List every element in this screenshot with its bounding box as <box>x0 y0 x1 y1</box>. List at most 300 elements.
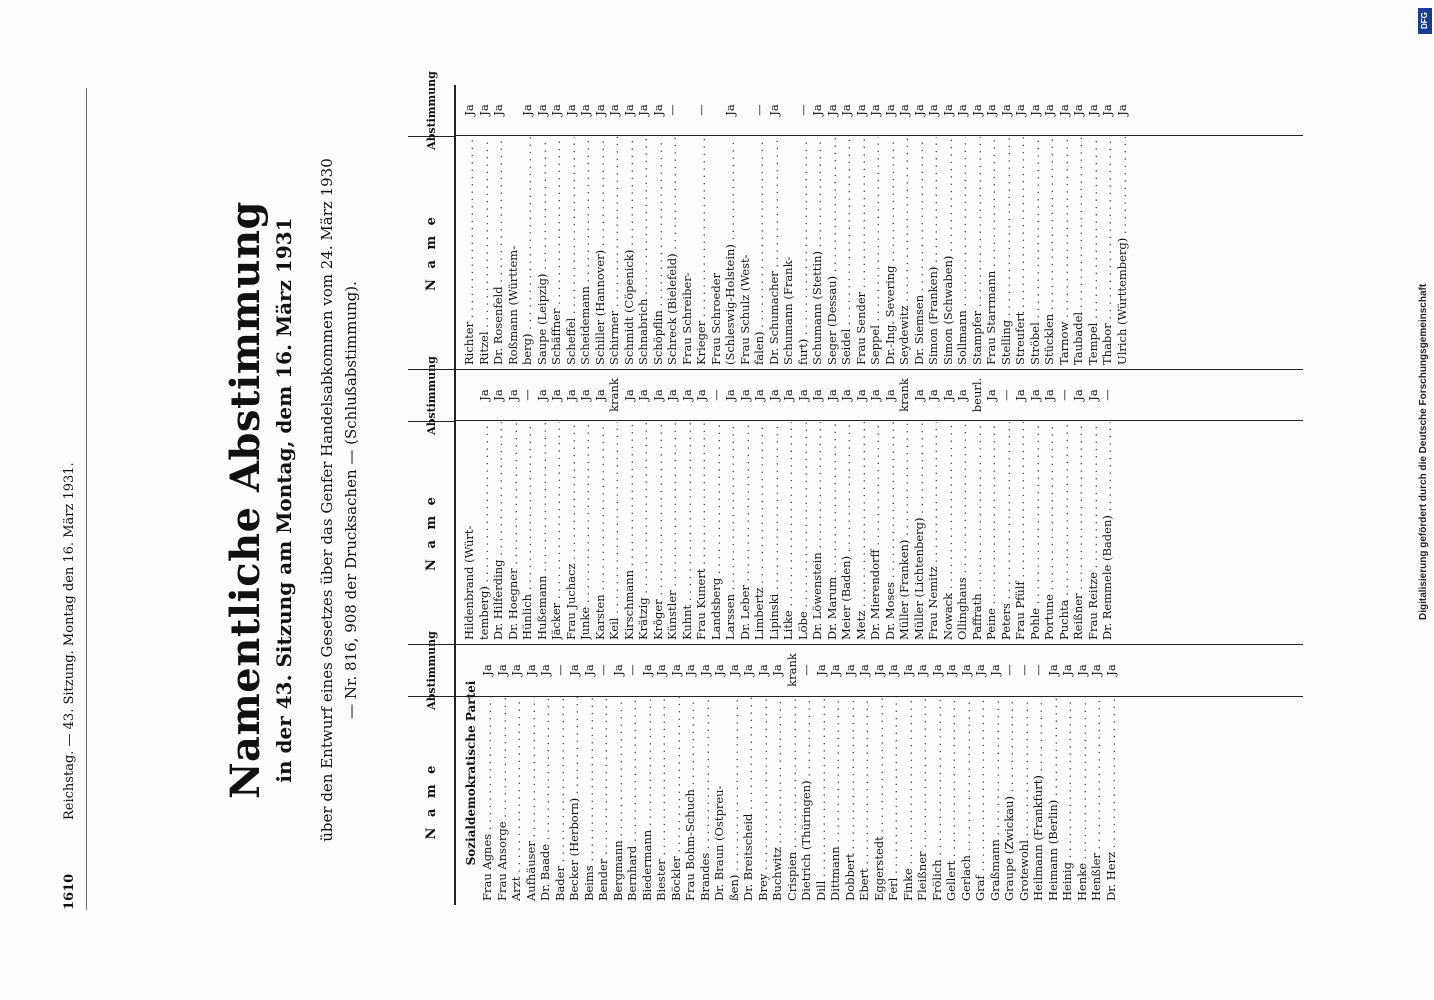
member-row <box>640 645 655 901</box>
member-vote: Ja <box>534 389 549 401</box>
member-vote: Ja <box>592 104 607 116</box>
member-row <box>625 645 640 901</box>
member-row <box>1057 85 1072 365</box>
member-row <box>636 85 651 365</box>
member-name: Roßmann (Württem- <box>505 245 520 365</box>
member-name: Schumann (Stettin) . . . <box>810 137 825 365</box>
member-row <box>709 85 724 365</box>
member-vote: Ja <box>509 664 523 676</box>
member-vote: Ja <box>1013 104 1027 116</box>
name-header: N a m e <box>423 762 439 840</box>
member-row <box>984 370 999 640</box>
member-name: Frau Kunert . . . <box>694 422 709 640</box>
member-row <box>926 370 941 640</box>
member-name: Frau Ansorge . . . <box>495 697 510 901</box>
member-name: Schäffner . . . <box>549 137 564 365</box>
member-name: Graßmann . . . <box>988 697 1003 901</box>
member-name: Tempel . . . <box>1086 137 1101 365</box>
vote-list <box>462 85 1129 365</box>
member-row <box>752 85 767 365</box>
member-name: Stampfer . . . <box>970 137 985 365</box>
member-name: Sollmann . . . <box>955 137 970 365</box>
member-row <box>495 645 510 901</box>
member-vote: Ja <box>679 389 694 401</box>
member-name: Jäcker . . . <box>549 422 564 640</box>
member-row <box>825 370 840 640</box>
page-title: Namentliche Abstimmung <box>222 201 269 799</box>
member-vote: Ja <box>911 104 926 116</box>
member-name: Schmidt (Cöpenick) . . . <box>622 137 637 365</box>
member-vote: Ja <box>654 664 668 676</box>
name-header: N a m e <box>423 494 439 571</box>
member-name: Seger (Dessau) . . . <box>825 137 840 365</box>
member-row <box>828 645 843 901</box>
member-row <box>741 645 756 901</box>
member-name: Puchta . . . <box>1057 422 1072 640</box>
member-name: Dr. Herz . . . <box>1104 697 1119 901</box>
member-name: Dr. Braun (Ostpreu- <box>712 785 726 901</box>
member-vote: Ja <box>476 104 491 116</box>
member-row <box>810 85 825 365</box>
member-row <box>593 370 608 640</box>
member-row <box>549 85 564 365</box>
member-row <box>1075 645 1090 901</box>
member-name: Ollinghaus . . . <box>955 422 970 640</box>
member-vote: Ja <box>494 664 509 676</box>
member-row <box>767 370 782 640</box>
member-row <box>1104 645 1119 901</box>
member-name: Aufhäuser . . . <box>524 697 539 901</box>
vote-column-3 <box>408 71 1303 370</box>
member-name: Crispien . . . <box>785 697 800 901</box>
member-vote: — <box>520 389 534 401</box>
member-vote: Ja <box>1085 104 1100 116</box>
member-vote: Ja <box>723 389 737 401</box>
member-name: Müller (Franken) . . . <box>897 422 912 640</box>
member-vote: Ja <box>853 104 868 116</box>
member-row <box>1017 645 1032 901</box>
party-heading: Sozialdemokratische Partei <box>464 680 478 866</box>
member-row <box>651 370 666 640</box>
member-name: Gerlach . . . <box>959 697 974 901</box>
member-vote: — <box>795 104 810 116</box>
member-name: Dill . . . <box>814 697 829 901</box>
member-row <box>480 645 495 901</box>
member-vote: Ja <box>520 104 534 116</box>
member-row <box>941 85 956 365</box>
member-vote: Ja <box>737 389 752 401</box>
member-row <box>462 85 477 365</box>
member-name: Dr. Breitscheid . . . <box>741 697 756 901</box>
member-name: Dr. Hoegner . . . <box>506 422 521 640</box>
member-vote: Ja <box>581 664 596 676</box>
member-vote: Ja <box>607 104 621 116</box>
member-name: Finke . . . <box>901 697 916 901</box>
member-row <box>973 645 988 901</box>
member-name: Künstler . . . <box>665 422 680 640</box>
name-header: N a m e <box>423 214 439 291</box>
member-row <box>930 645 945 901</box>
member-row <box>912 370 927 640</box>
member-row <box>814 645 829 901</box>
member-vote: Ja <box>915 664 929 676</box>
member-vote: Ja <box>697 664 712 676</box>
member-name: Heimann (Berlin) . . . <box>1046 697 1061 901</box>
member-row <box>738 370 753 640</box>
member-vote: Ja <box>723 104 737 116</box>
member-vote: Ja <box>900 664 915 676</box>
member-row <box>665 85 680 365</box>
member-vote: Ja <box>911 389 926 401</box>
member-vote: Ja <box>839 104 853 116</box>
member-row <box>886 645 901 901</box>
vote-column-2 <box>408 356 1303 645</box>
member-vote: Ja <box>563 389 578 401</box>
member-name: Peine . . . <box>984 422 999 640</box>
member-row <box>1042 370 1057 640</box>
member-row <box>1028 370 1043 640</box>
member-name: Tarnow . . . <box>1057 137 1072 365</box>
member-vote: — <box>1056 389 1071 401</box>
member-name: Pohle . . . <box>1028 422 1043 640</box>
member-name: Streufert . . . <box>1013 137 1028 365</box>
member-row <box>477 370 492 640</box>
member-row <box>1086 85 1101 365</box>
member-vote: Ja <box>694 389 708 401</box>
member-vote: Ja <box>897 104 911 116</box>
member-name: Stelling . . . <box>999 137 1014 365</box>
member-row <box>999 85 1014 365</box>
member-row <box>857 645 872 901</box>
member-vote: Ja <box>766 104 781 116</box>
member-name: Hildenbrand (Würt- <box>462 525 476 640</box>
member-vote: Ja <box>857 664 871 676</box>
member-name: Litke . . . <box>781 422 796 640</box>
member-vote: Ja <box>882 389 897 401</box>
member-vote: Ja <box>810 104 824 116</box>
member-name: Bader . . . <box>553 697 568 901</box>
member-name: Ritzel . . . <box>477 137 492 365</box>
member-vote: — <box>1002 664 1016 676</box>
member-row <box>999 370 1014 640</box>
member-vote: Ja <box>1042 104 1056 116</box>
member-vote: Ja <box>813 664 828 676</box>
member-vote: Ja <box>1074 664 1089 676</box>
member-row <box>868 370 883 640</box>
member-row <box>785 645 800 901</box>
member-name: Dr. Siemsen . . . <box>912 137 927 365</box>
member-name: Taubadel . . . <box>1071 137 1086 365</box>
member-name: temberg) . . . <box>477 422 492 640</box>
member-row <box>1100 85 1115 365</box>
member-vote: Ja <box>795 389 810 401</box>
member-name: Ebert . . . <box>857 697 872 901</box>
member-row <box>491 85 506 365</box>
member-row <box>959 645 974 901</box>
member-row <box>767 85 782 365</box>
member-row <box>698 645 713 901</box>
member-name: Schreck (Bielefeld) . . . <box>665 137 680 365</box>
member-vote: Ja <box>462 104 476 116</box>
member-vote: Ja <box>868 104 882 116</box>
member-row <box>770 645 785 901</box>
bill-description: über den Entwurf eines Gesetzes über das Genfer Handelsabkommen vom 24. März 1930 <box>318 158 336 842</box>
member-vote: Ja <box>1085 389 1100 401</box>
member-name: Heinig . . . <box>1060 697 1075 901</box>
member-name: Dr. Baade . . . <box>538 697 553 901</box>
member-name: Graupe (Zwickau) . . . <box>1002 697 1017 901</box>
member-vote: Ja <box>853 389 868 401</box>
member-name: Biedermann . . . <box>640 697 655 901</box>
member-vote: Ja <box>926 104 940 116</box>
member-row <box>796 85 811 365</box>
member-name: Dobbert . . . <box>843 697 858 901</box>
member-vote <box>462 370 477 422</box>
member-row <box>1071 370 1086 640</box>
member-vote: Ja <box>1114 104 1129 116</box>
member-name: Schirmer . . . <box>607 137 622 365</box>
member-name: Graf . . . <box>973 697 988 901</box>
member-name: Stücklen . . . <box>1042 137 1057 365</box>
member-vote: Ja <box>926 389 940 401</box>
member-row <box>810 370 825 640</box>
member-name: Henke . . . <box>1075 697 1090 901</box>
member-vote: Ja <box>1100 104 1114 116</box>
member-name: Frölich . . . <box>930 697 945 901</box>
member-vote: Ja <box>1027 104 1042 116</box>
member-row <box>462 370 477 640</box>
member-row <box>752 370 767 640</box>
member-name: Ulrich (Württemberg) . . . <box>1115 137 1130 365</box>
member-row <box>607 85 622 365</box>
member-vote: Ja <box>755 664 770 676</box>
member-name: Krätzig . . . <box>636 422 651 640</box>
member-row <box>1028 85 1043 365</box>
member-name: Frau Sender . . . <box>854 137 869 365</box>
member-row <box>1100 370 1115 640</box>
member-name: Frau Starrmann . . . <box>984 137 999 365</box>
member-vote: Ja <box>712 664 726 676</box>
member-row <box>854 370 869 640</box>
member-vote <box>506 85 521 137</box>
member-row <box>872 645 887 901</box>
member-vote: Ja <box>1042 389 1056 401</box>
member-name: Saupe (Leipzig) . . . <box>535 137 550 365</box>
member-vote: Ja <box>1089 664 1103 676</box>
member-vote <box>709 85 724 137</box>
member-name: Dr. Moses . . . <box>883 422 898 640</box>
member-row <box>799 645 814 901</box>
member-name: Krieger . . . <box>694 137 709 365</box>
member-vote: Ja <box>563 104 578 116</box>
member-row <box>553 645 568 901</box>
member-name: Frau Pfülf . . . <box>1013 422 1028 640</box>
member-row <box>506 85 521 365</box>
member-name: Ströbel . . . <box>1028 137 1043 365</box>
member-vote: — <box>1016 664 1031 676</box>
member-vote: Ja <box>824 104 839 116</box>
member-row <box>654 645 669 901</box>
member-name: Dittmann . . . <box>828 697 843 901</box>
member-vote: Ja <box>770 664 784 676</box>
member-vote: Ja <box>929 664 944 676</box>
member-row <box>984 85 999 365</box>
member-name: Schumann (Frank- <box>781 256 795 365</box>
member-vote: Ja <box>958 664 973 676</box>
member-name: Frau Schreiber- <box>679 272 694 365</box>
member-row <box>578 370 593 640</box>
member-name: (Schleswig-Holstein) . . . <box>723 137 738 365</box>
member-vote: Ja <box>871 664 886 676</box>
member-name: Fleißner . . . <box>915 697 930 901</box>
member-row <box>535 370 550 640</box>
member-vote: Ja <box>636 389 650 401</box>
member-name: Müller (Lichtenberg) . . . <box>912 422 927 640</box>
member-vote: Ja <box>1071 389 1085 401</box>
member-row <box>622 370 637 640</box>
member-vote: Ja <box>538 664 552 676</box>
member-row <box>1060 645 1075 901</box>
member-row <box>843 645 858 901</box>
member-name: Peters . . . <box>999 422 1014 640</box>
member-row <box>567 645 582 901</box>
member-row <box>665 370 680 640</box>
funding-note: Digitalisierung gefördert durch die Deutsche Forschungsgemeinschaft <box>1418 283 1429 620</box>
member-row <box>538 645 553 901</box>
member-vote: Ja <box>766 389 781 401</box>
member-vote: Ja <box>752 389 766 401</box>
member-vote: Ja <box>1103 664 1118 676</box>
dfg-logo: DFG <box>1418 8 1432 34</box>
member-row <box>491 370 506 640</box>
member-name: Dr. Marum . . . <box>825 422 840 640</box>
member-vote: Ja <box>621 104 636 116</box>
member-vote: Ja <box>567 664 581 676</box>
member-vote: — <box>1031 664 1045 676</box>
member-row <box>839 85 854 365</box>
member-vote: Ja <box>505 389 520 401</box>
member-name: Seidel . . . <box>839 137 854 365</box>
member-name: Henßler . . . <box>1089 697 1104 901</box>
member-vote: Ja <box>987 664 1002 676</box>
member-name: Becker (Herborn) . . . <box>567 697 582 901</box>
member-row <box>593 85 608 365</box>
member-name: Schiller (Hannover) . . . <box>593 137 608 365</box>
member-name: Reißner . . . <box>1071 422 1086 640</box>
member-name: Brey . . . <box>756 697 771 901</box>
member-name: Junke . . . <box>578 422 593 640</box>
member-name: Hußemann . . . <box>535 422 550 640</box>
member-name: furt) . . . <box>796 137 811 365</box>
member-row <box>1002 645 1017 901</box>
member-row <box>1013 85 1028 365</box>
running-title: Reichstag. — 43. Sitzung. Montag den 16. März 1931. <box>62 462 77 820</box>
member-name: Limbertz . . . <box>752 422 767 640</box>
member-name: Dietrich (Thüringen) . . . <box>799 697 814 901</box>
member-row <box>683 645 698 901</box>
member-row <box>694 85 709 365</box>
vote-header: Abstimmung <box>408 370 454 422</box>
member-row <box>607 370 622 640</box>
member-vote <box>781 85 796 137</box>
member-name: falen) . . . <box>752 137 767 365</box>
header-rule <box>86 88 87 910</box>
member-name: Lipinski . . . <box>767 422 782 640</box>
member-name: Seppel . . . <box>868 137 883 365</box>
member-name: Paffrath . . . <box>970 422 985 640</box>
running-head <box>62 110 88 910</box>
member-row <box>596 645 611 901</box>
member-name: Dr. Remmele (Baden) . . . <box>1100 422 1115 640</box>
member-row <box>582 645 597 901</box>
member-row <box>680 370 695 640</box>
member-vote: Ja <box>1027 389 1042 401</box>
member-vote: Ja <box>944 664 958 676</box>
member-vote <box>738 85 753 137</box>
vote-list <box>462 645 1118 901</box>
member-row <box>712 645 727 901</box>
member-name: Frau Juchacz . . . <box>564 422 579 640</box>
member-vote: beurl. <box>969 377 984 413</box>
member-row <box>988 645 1003 901</box>
member-vote: Ja <box>534 104 549 116</box>
member-vote: Ja <box>955 389 969 401</box>
member-name: Dr. Rosenfeld . . . <box>491 137 506 365</box>
member-name: Richter . . . <box>462 137 477 365</box>
member-row <box>839 370 854 640</box>
member-name: Hünlich . . . <box>520 422 535 640</box>
member-name: Frau Schroeder <box>708 272 723 365</box>
member-name: Frau Reitze . . . <box>1086 422 1101 640</box>
member-row <box>1057 370 1072 640</box>
member-vote: Ja <box>1071 104 1085 116</box>
member-row <box>796 370 811 640</box>
member-name: Scheidemann . . . <box>578 137 593 365</box>
member-vote: Ja <box>650 104 665 116</box>
member-vote: — <box>752 104 766 116</box>
member-name: Metz . . . <box>854 422 869 640</box>
member-vote: Ja <box>726 664 741 676</box>
member-name: Simon (Franken) . . . <box>926 137 941 365</box>
member-name: Dr.-Ing. Severing . . . <box>883 137 898 365</box>
bill-reference: — Nr. 816, 908 der Drucksachen — (Schlußabstimmung). <box>342 281 360 719</box>
member-vote: Ja <box>828 664 842 676</box>
member-row <box>506 370 521 640</box>
member-name: Landsberg . . . <box>709 422 724 640</box>
member-vote: Ja <box>1013 389 1027 401</box>
member-name: Grotewohl . . . <box>1017 697 1032 901</box>
member-name: Heilmann (Frankfurt) . . . <box>1031 697 1046 901</box>
column-header <box>408 631 456 905</box>
member-name: Kuhnt . . . <box>680 422 695 640</box>
member-name: Beims . . . <box>582 697 597 901</box>
member-vote: Ja <box>984 104 998 116</box>
member-name: Frau Agnes . . . <box>480 697 495 901</box>
member-vote: Ja <box>1045 664 1060 676</box>
member-row <box>756 645 771 901</box>
member-name: berg) . . . <box>520 137 535 365</box>
vote-header: Abstimmung <box>408 645 454 697</box>
member-name: Scheffel . . . <box>564 137 579 365</box>
member-name: Löbe . . . <box>796 422 811 640</box>
member-vote: Ja <box>668 664 683 676</box>
member-name: Arzt . . . <box>509 697 524 901</box>
member-vote: Ja <box>984 389 998 401</box>
member-row <box>926 85 941 365</box>
member-vote: Ja <box>955 104 969 116</box>
member-vote: Ja <box>998 104 1013 116</box>
member-vote: Ja <box>868 389 882 401</box>
